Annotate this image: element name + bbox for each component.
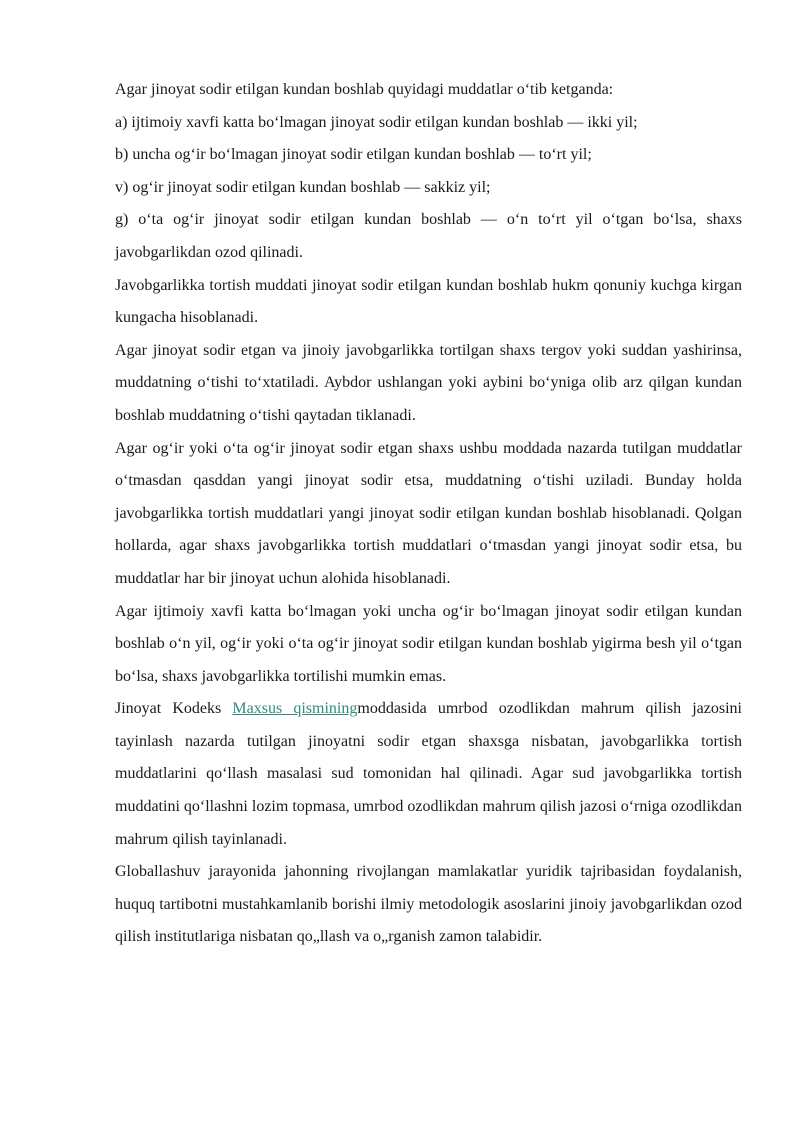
kodeks-text-after: moddasida umrbod ozodlikdan mahrum qilish jazosini tayinlash nazarda tutilgan jinoyatni sodir etgan shaxsga nisbatan, javobgarlikka tortish muddatlarini qo‘llash masalasi sud tomonidan hal qilinadi. Agar sud javobgarlikka tortish muddatini qo‘llashni lozim topmasa, umrbod ozodlikdan mahrum qilish jazosi o‘rniga ozodlikdan mahrum qilish tayinlanadi. bbox=[115, 700, 742, 848]
kodeks-text-before: Jinoyat Kodeks bbox=[115, 700, 233, 718]
paragraph-muddat-hisoblash: Javobgarlikka tortish muddati jinoyat sodir etilgan kundan boshlab hukm qonuniy kuchga kirgan kungacha hisoblanadi. bbox=[115, 276, 742, 327]
list-item-a: a) ijtimoiy xavfi katta bo‘lmagan jinoyat sodir etilgan kundan boshlab — ikki yil; bbox=[115, 113, 638, 131]
maxsus-qism-link[interactable]: Maxsus qismining bbox=[232, 700, 358, 718]
paragraph-tortilmaslik: Agar ijtimoiy xavfi katta bo‘lmagan yoki uncha og‘ir bo‘lmagan jinoyat sodir etilgan kundan boshlab o‘n yil, og‘ir yoki o‘ta og‘ir jinoyat sodir etilgan kundan boshlab yigirma besh yil o‘tgan bo‘lsa, shaxs javobgarlikka tortilishi mumkin emas. bbox=[115, 602, 742, 685]
paragraph-kodeks bbox=[115, 693, 742, 856]
list-item-b: b) uncha og‘ir bo‘lmagan jinoyat sodir etilgan kundan boshlab — to‘rt yil; bbox=[115, 146, 592, 164]
paragraph-globallashuv: Globallashuv jarayonida jahonning rivojlangan mamlakatlar yuridik tajribasidan foydalanish, huquq tartibotni mustahkamlanib borishi ilmiy metodologik asoslarini jinoiy javobgarlikdan ozod qilish institutlariga nisbatan qo„llash va o„rganish zamon talabidir. bbox=[115, 863, 742, 946]
list-item-g: g) o‘ta og‘ir jinoyat sodir etilgan kundan boshlab — o‘n to‘rt yil o‘tgan bo‘lsa, shaxs javobgarlikdan ozod qilinadi. bbox=[115, 211, 742, 261]
paragraph-muddat-toxtatish: Agar jinoyat sodir etgan va jinoiy javobgarlikka tortilgan shaxs tergov yoki suddan yashirinsa, muddatning o‘tishi to‘xtatiladi. Aybdor ushlangan yoki aybini bo‘yniga olib arz qilgan kundan boshlab muddatning o‘tishi qaytadan tiklanadi. bbox=[115, 341, 742, 424]
paragraph-muddat-uzilish: Agar og‘ir yoki o‘ta og‘ir jinoyat sodir etgan shaxs ushbu moddada nazarda tutilgan muddatlar o‘tmasdan qasddan yangi jinoyat sodir etsa, muddatning o‘tishi uziladi. Bunday holda javobgarlikka tortish muddatlari yangi jinoyat sodir etilgan kundan boshlab hisoblanadi. Qolgan hollarda, agar shaxs javobgarlikka tortish muddatlari o‘tmasdan yangi jinoyat sodir etsa, bu muddatlar har bir jinoyat uchun alohida hisoblanadi. bbox=[115, 439, 742, 587]
document-body bbox=[115, 74, 742, 954]
list-item-v: v) og‘ir jinoyat sodir etilgan kundan boshlab — sakkiz yil; bbox=[115, 178, 491, 196]
paragraph-intro: Agar jinoyat sodir etilgan kundan boshlab quyidagi muddatlar o‘tib ketganda: bbox=[115, 81, 614, 98]
